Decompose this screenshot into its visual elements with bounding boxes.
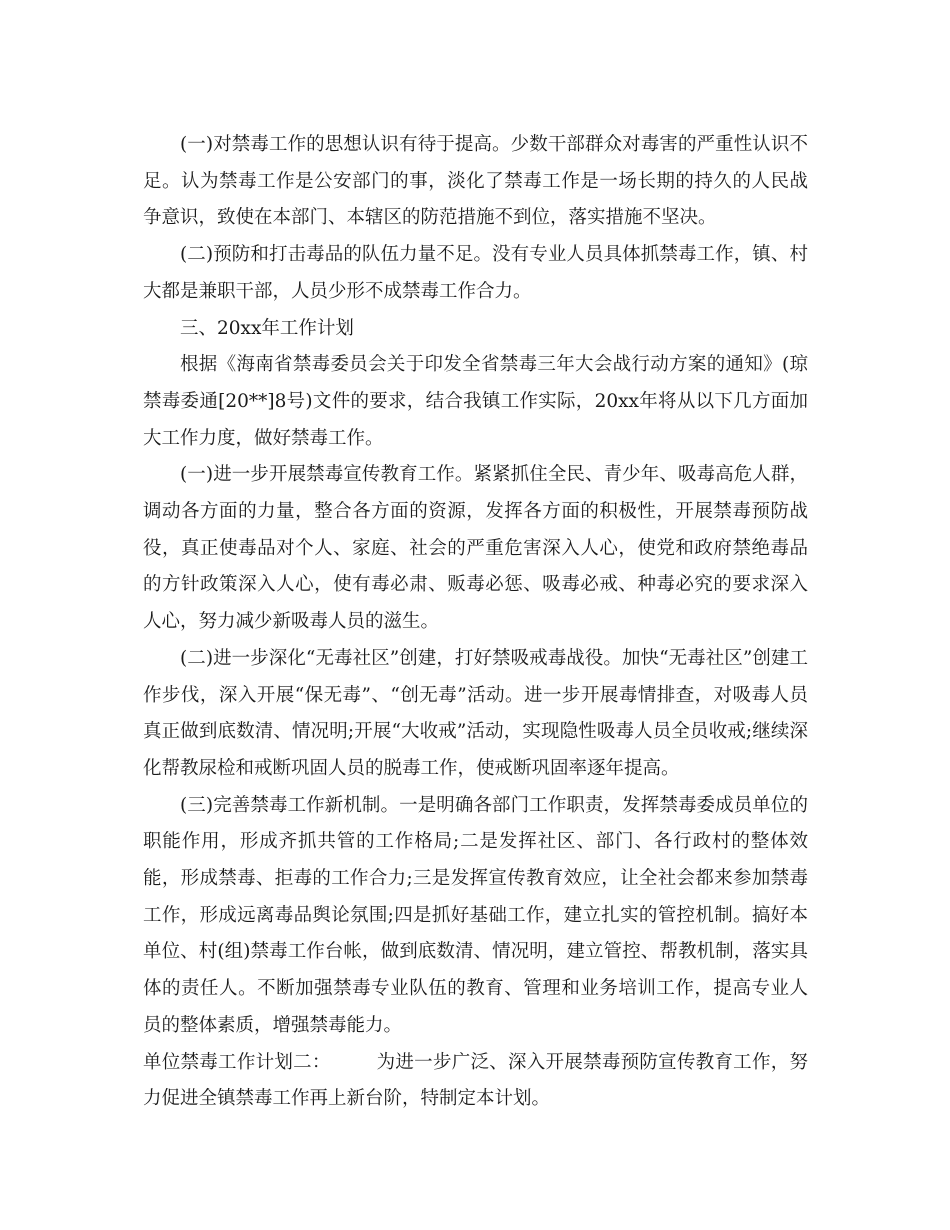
plan-two-text: 为进一步广泛、深入开展禁毒预防宣传教育工作，努力促进全镇禁毒工作再上新台阶，特制定本计划。 [143,1051,808,1110]
paragraph-publicity-education: (一)进一步开展禁毒宣传教育工作。紧紧抓住全民、青少年、吸毒高危人群，调动各方面的力量，整合各方面的资源，发挥各方面的积极性，开展禁毒预防战役，真正使毒品对个人、家庭、社会的严重危害深入人心，使党和政府禁绝毒品的方针政策深入人心，使有毒必肃、贩毒必惩、吸毒必戒、种毒必究的要求深入人心，努力减少新吸毒人员的滋生。 [143,464,808,633]
paragraph-awareness-issue: (一)对禁毒工作的思想认识有待于提高。少数干部群众对毒害的严重性认识不足。认为禁毒工作是公安部门的事，淡化了禁毒工作是一场长期的持久的人民战争意识，致使在本部门、本辖区的防范措施不到位，落实措施不坚决。 [143,134,808,229]
plan-two-label: 单位禁毒工作计划二： [143,1051,331,1073]
paragraph-new-mechanism: (三)完善禁毒工作新机制。一是明确各部门工作职责，发挥禁毒委成员单位的职能作用，形成齐抓共管的工作格局;二是发挥社区、部门、各行政村的整体效能，形成禁毒、拒毒的工作合力;三是发挥宣传教育效应，让全社会都来参加禁毒工作，形成远离毒品舆论氛围;四是抓好基础工作，建立扎实的管控机制。搞好本单位、村(组)禁毒工作台帐，做到底数清、情况明，建立管控、帮教机制，落实具体的责任人。不断加强禁毒专业队伍的教育、管理和业务培训工作，提高专业人员的整体素质，增强禁毒能力。 [143,794,808,1036]
paragraph-drug-free-community: (二)进一步深化“无毒社区”创建，打好禁吸戒毒战役。加快“无毒社区”创建工作步伐，深入开展“保无毒”、“创无毒”活动。进一步开展毒情排查，对吸毒人员真正做到底数清、情况明;开展“大收戒”活动，实现隐性吸毒人员全员收戒;继续深化帮教尿检和戒断巩固人员的脱毒工作，使戒断巩固率逐年提高。 [143,647,808,779]
paragraph-plan-basis: 根据《海南省禁毒委员会关于印发全省禁毒三年大会战行动方案的通知》(琼禁毒委通[20**]8号)文件的要求，结合我镇工作实际，20xx年将从以下几方面加大工作力度，做好禁毒工作。 [143,354,808,449]
paragraph-team-strength-issue: (二)预防和打击毒品的队伍力量不足。没有专业人员具体抓禁毒工作，镇、村大都是兼职干部，人员少形不成禁毒工作合力。 [143,244,808,302]
document-body [143,127,808,1118]
paragraph-plan-two [143,1045,808,1118]
section-heading-work-plan: 三、20xx年工作计划 [180,317,354,339]
